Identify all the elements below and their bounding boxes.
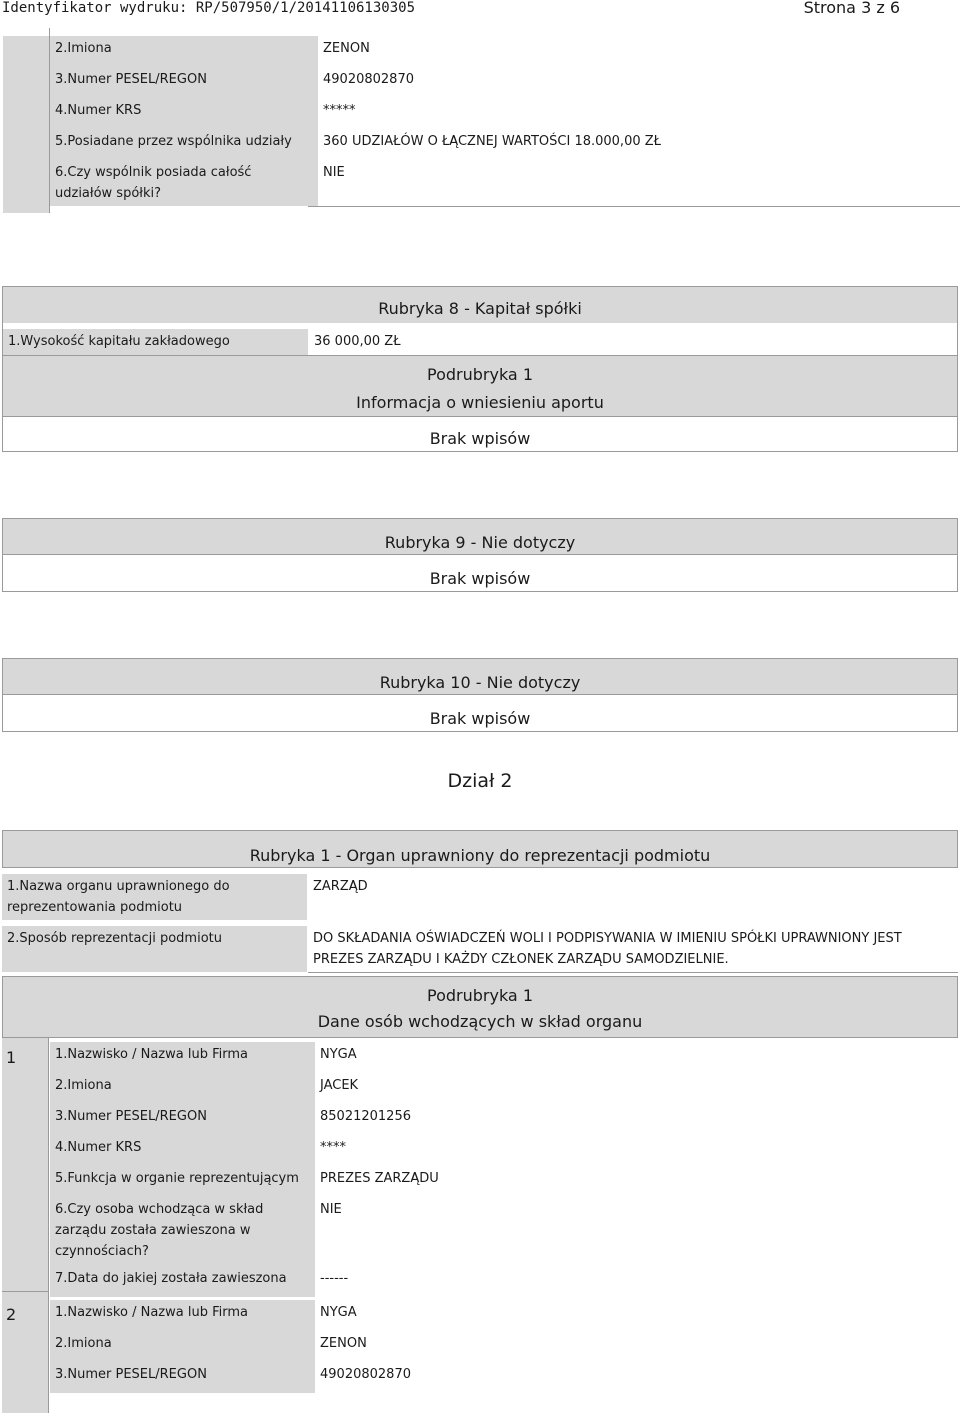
podrubryka-title: Podrubryka 1 — [427, 365, 533, 384]
field-value: 85021201256 — [320, 1109, 411, 1124]
member-1 — [50, 1042, 958, 1297]
table-row — [50, 1104, 958, 1135]
podrubryka-subtitle: Dane osób wchodzących w skład organu — [317, 1012, 643, 1031]
field-value: ------ — [320, 1271, 349, 1286]
table-row — [50, 1073, 958, 1104]
empty-entries: Brak wpisów — [429, 569, 531, 588]
page-number: Strona 3 z 6 — [803, 0, 900, 17]
field-value: **** — [320, 1140, 346, 1155]
field-label: 5.Funkcja w organie reprezentującym — [50, 1166, 315, 1197]
member-index-border — [48, 1038, 49, 1413]
field-value: NIE — [320, 1202, 342, 1217]
field-value: JACEK — [320, 1078, 359, 1093]
field-value: NYGA — [320, 1047, 357, 1062]
member-separator — [2, 1291, 48, 1292]
partner-bottom-border — [308, 206, 960, 207]
field-label: 2.Imiona — [50, 1073, 315, 1104]
text-line: DO SKŁADANIA OŚWIADCZEŃ WOLI I PODPISYWANIA W IMIENIU SPÓŁKI UPRAWNIONY JEST — [313, 931, 902, 946]
field-label: 2.Imiona — [50, 1331, 315, 1362]
method-label: 2.Sposób reprezentacji podmiotu — [2, 926, 307, 972]
field-label: 3.Numer PESEL/REGON — [50, 1362, 315, 1393]
label-line: 6.Czy wspólnik posiada całość — [55, 165, 252, 180]
table-row — [50, 1197, 958, 1266]
organ-title: Rubryka 1 - Organ uprawniony do reprezentacji podmiotu — [249, 846, 711, 865]
capital-label: 1.Wysokość kapitału zakładowego — [3, 329, 308, 355]
table-row — [50, 1331, 958, 1362]
rubryka-10 — [2, 658, 958, 732]
empty-entries: Brak wpisów — [429, 709, 531, 728]
field-value: ***** — [323, 103, 356, 118]
label-line: zarządu została zawieszona w — [55, 1223, 251, 1238]
field-label: 3.Numer PESEL/REGON — [50, 1104, 315, 1135]
label-line: 1.Nazwa organu uprawnionego do — [7, 879, 230, 894]
print-identifier: Identyfikator wydruku: RP/507950/1/20141106130305 — [2, 0, 416, 16]
organ-name-value: ZARZĄD — [313, 879, 368, 894]
field-label: 5.Posiadane przez wspólnika udziały — [50, 129, 318, 160]
rubryka-9 — [2, 518, 958, 592]
table-row — [50, 67, 960, 98]
method-bottom-border — [308, 972, 958, 973]
table-row — [50, 129, 960, 160]
member-index-bar — [2, 1038, 48, 1413]
rubryka-8-title: Rubryka 8 - Kapitał spółki — [378, 299, 582, 318]
organ-section — [0, 830, 960, 1413]
partner-left-bar — [3, 36, 49, 213]
rubryka-8 — [2, 286, 958, 452]
member-2 — [50, 1300, 958, 1393]
partner-rows — [50, 36, 960, 206]
field-label: 1.Nazwisko / Nazwa lub Firma — [50, 1300, 315, 1331]
dzial-title: Dział 2 — [447, 770, 513, 792]
field-label: 3.Numer PESEL/REGON — [50, 67, 318, 98]
podrubryka-title: Podrubryka 1 — [427, 986, 533, 1005]
field-label: 7.Data do jakiej została zawieszona — [50, 1266, 315, 1297]
member-index: 2 — [6, 1305, 17, 1324]
table-row — [50, 1042, 958, 1073]
field-value: PREZES ZARZĄDU — [320, 1171, 439, 1186]
table-row — [50, 1166, 958, 1197]
table-row — [50, 1266, 958, 1297]
organ-name-label — [2, 874, 307, 920]
label-line: czynnościach? — [55, 1244, 149, 1259]
field-value: ZENON — [320, 1336, 367, 1351]
field-label: 4.Numer KRS — [50, 1135, 315, 1166]
rubryka-9-title: Rubryka 9 - Nie dotyczy — [384, 533, 576, 552]
table-row — [50, 1362, 958, 1393]
text-line: PREZES ZARZĄDU I KAŻDY CZŁONEK ZARZĄDU SAMODZIELNIE. — [313, 952, 729, 967]
table-row — [50, 1300, 958, 1331]
method-value — [308, 926, 958, 972]
table-row — [50, 36, 960, 67]
table-row — [50, 1135, 958, 1166]
label-line: udziałów spółki? — [55, 186, 162, 201]
field-label — [50, 1197, 315, 1266]
member-index: 1 — [6, 1048, 17, 1067]
table-row — [50, 160, 960, 206]
field-value: 360 UDZIAŁÓW O ŁĄCZNEJ WARTOŚCI 18.000,00 ZŁ — [323, 134, 661, 149]
partner-section — [0, 28, 960, 213]
field-label: 4.Numer KRS — [50, 98, 318, 129]
rubryka-10-title: Rubryka 10 - Nie dotyczy — [379, 673, 581, 692]
label-line: reprezentowania podmiotu — [7, 900, 183, 915]
podrubryka-subtitle: Informacja o wniesieniu aportu — [356, 393, 604, 412]
label-line: 6.Czy osoba wchodząca w skład — [55, 1202, 264, 1217]
capital-value: 36 000,00 ZŁ — [314, 334, 401, 349]
field-value: NIE — [323, 165, 345, 180]
empty-entries: Brak wpisów — [429, 429, 531, 448]
field-value: 49020802870 — [320, 1367, 411, 1382]
field-label: 1.Nazwisko / Nazwa lub Firma — [50, 1042, 315, 1073]
field-label — [50, 160, 318, 206]
table-row — [50, 98, 960, 129]
field-label: 2.Imiona — [50, 36, 318, 67]
field-value: NYGA — [320, 1305, 357, 1320]
field-value: ZENON — [323, 41, 370, 56]
field-value: 49020802870 — [323, 72, 414, 87]
